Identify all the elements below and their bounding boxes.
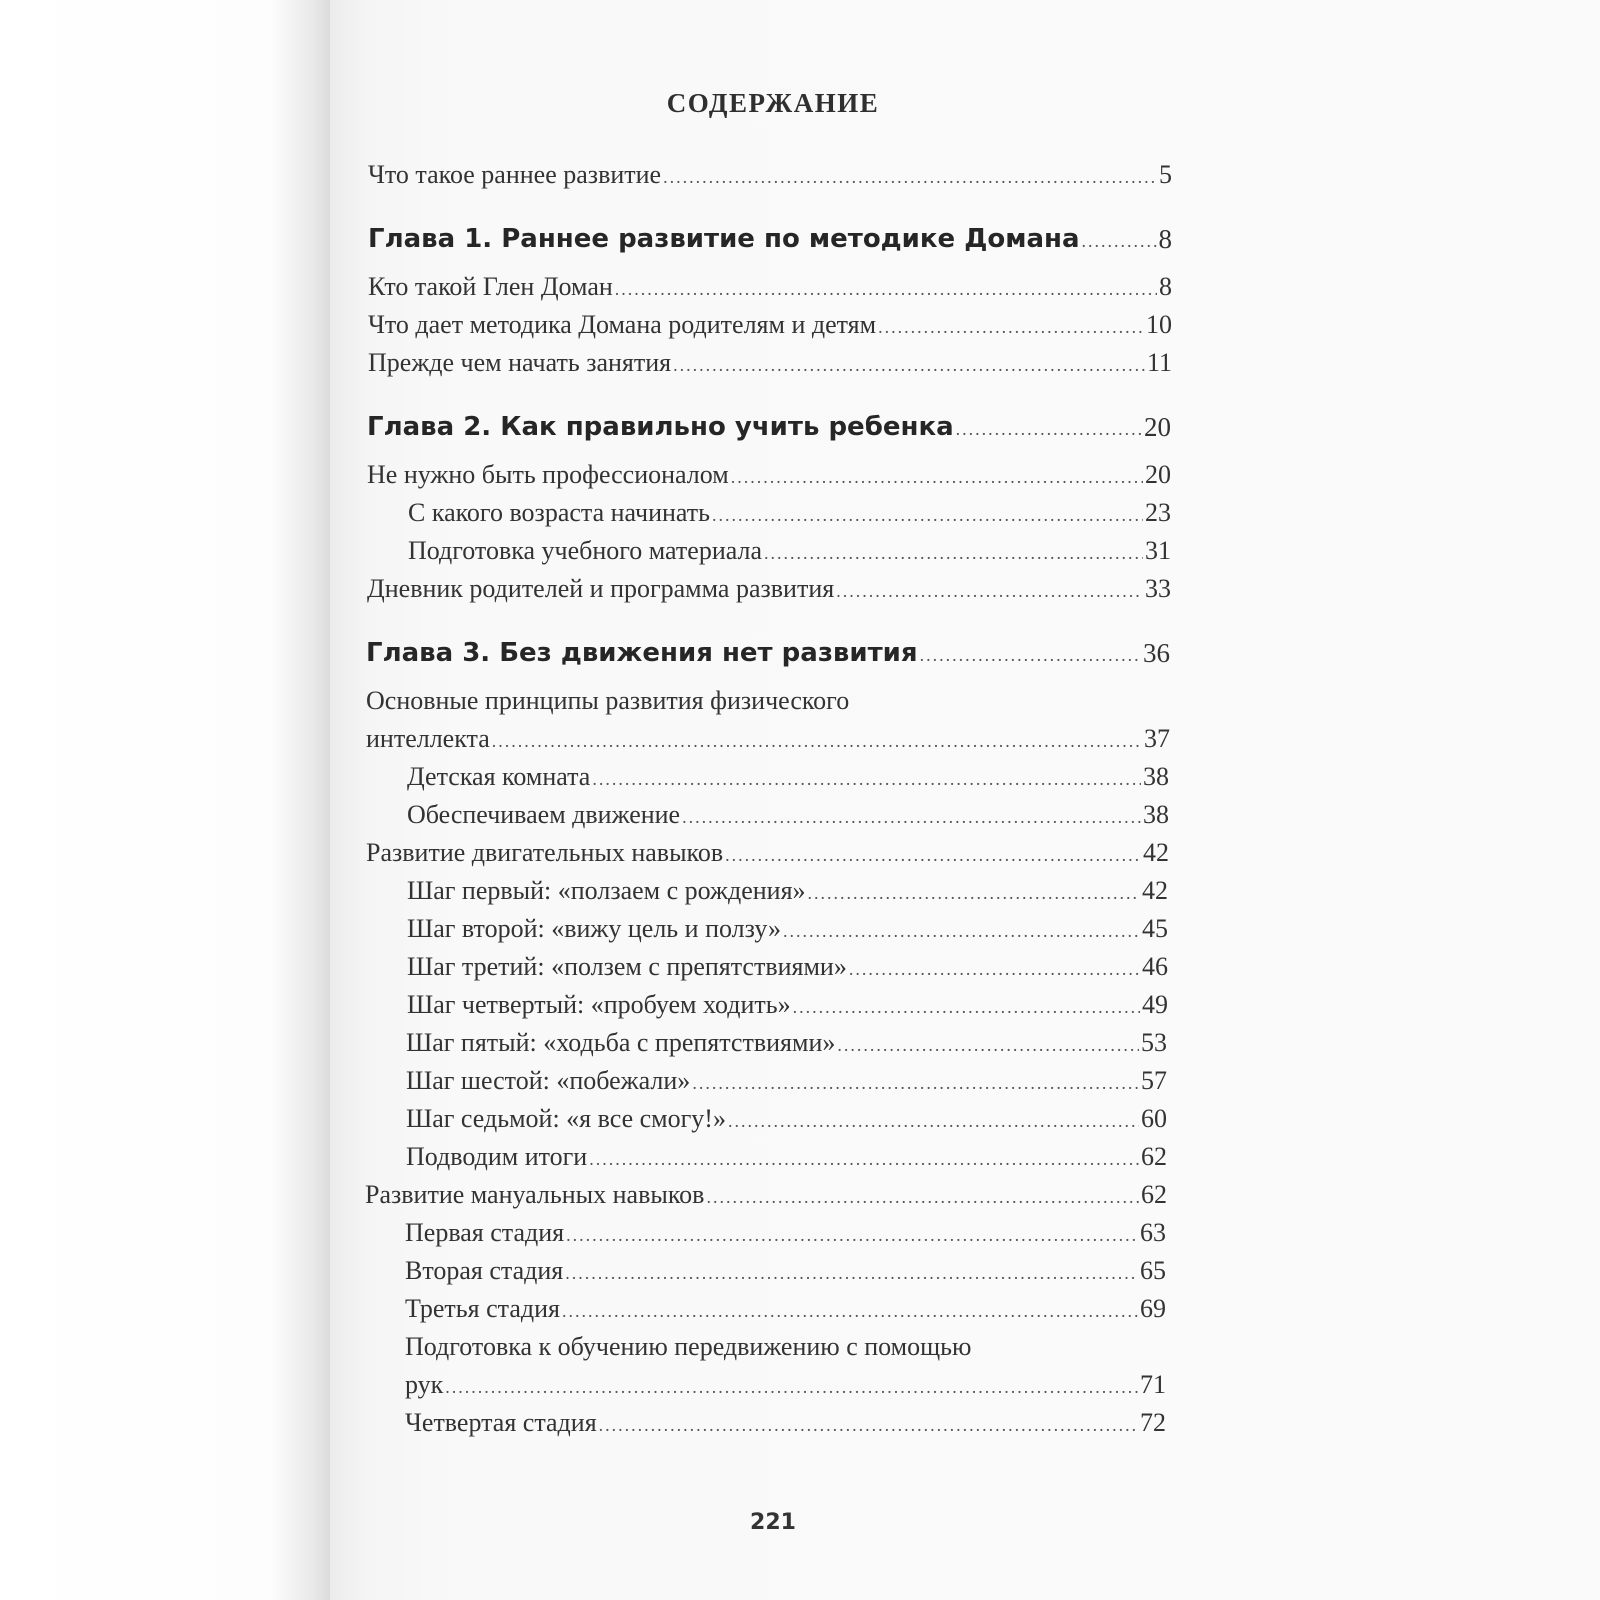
toc-entry-text: Шаг третий: «ползем с препятствиями» bbox=[407, 952, 847, 981]
toc-entry-page: 33 bbox=[1145, 574, 1171, 603]
toc-entry bbox=[367, 572, 1171, 606]
toc-entry-page: 20 bbox=[1145, 460, 1171, 489]
toc-entry-text: Кто такой Глен Доман bbox=[368, 272, 613, 301]
toc-entry bbox=[368, 158, 1172, 192]
toc-leader-dots bbox=[808, 878, 1140, 908]
toc-leader-dots bbox=[589, 1144, 1139, 1174]
toc-leader-dots bbox=[682, 802, 1141, 832]
toc-subentry bbox=[405, 1406, 1166, 1440]
toc-chapter-entry bbox=[367, 410, 1171, 444]
toc-leader-dots bbox=[878, 312, 1144, 342]
toc-entry-text: Развитие двигательных навыков bbox=[366, 838, 724, 867]
toc-leader-dots bbox=[592, 764, 1141, 794]
toc-subentry bbox=[405, 1330, 1166, 1364]
toc-leader-dots bbox=[793, 992, 1140, 1022]
toc-entry-text: Детская комната bbox=[407, 762, 591, 791]
toc-entry-text: Подготовка учебного материала bbox=[408, 536, 763, 565]
toc-entry-page: 8 bbox=[1159, 272, 1172, 301]
toc-entry-text: Шаг седьмой: «я все смогу!» bbox=[406, 1104, 726, 1133]
toc-entry-text: Шаг первый: «ползаем с рождения» bbox=[407, 876, 806, 905]
toc-entry-text: Первая стадия bbox=[405, 1218, 565, 1247]
toc-subentry-continuation bbox=[405, 1368, 1166, 1402]
toc-entry-text: Глава 2. Как правильно учить ребенка bbox=[367, 412, 954, 442]
toc-entry-page: 65 bbox=[1140, 1256, 1166, 1285]
toc-entry-page: 37 bbox=[1144, 724, 1170, 753]
toc-entry-page: 10 bbox=[1146, 310, 1172, 339]
toc-subentry bbox=[405, 1216, 1166, 1250]
toc-entry-page: 62 bbox=[1141, 1142, 1167, 1171]
toc-leader-dots bbox=[837, 1030, 1139, 1060]
toc-entry-text: Глава 3. Без движения нет развития bbox=[366, 638, 918, 668]
toc-entry-text: Шаг второй: «вижу цель и ползу» bbox=[407, 914, 781, 943]
toc-subentry bbox=[408, 496, 1171, 530]
toc-entry-page: 38 bbox=[1143, 800, 1169, 829]
toc-entry-text-continued: рук bbox=[405, 1370, 444, 1399]
toc-leader-dots bbox=[445, 1372, 1138, 1402]
toc-entry-page: 49 bbox=[1142, 990, 1168, 1019]
toc-entry-page: 36 bbox=[1143, 638, 1170, 668]
toc-entry-text: Обеспечиваем движение bbox=[407, 800, 681, 829]
toc-leader-dots bbox=[615, 274, 1157, 304]
toc-subentry bbox=[406, 1064, 1167, 1098]
toc-leader-dots bbox=[836, 576, 1143, 606]
toc-entry bbox=[368, 270, 1172, 304]
toc-leader-dots bbox=[492, 726, 1142, 756]
toc-entry-page: 11 bbox=[1146, 348, 1172, 377]
toc-chapter-entry bbox=[366, 636, 1170, 670]
toc-leader-dots bbox=[565, 1258, 1138, 1288]
toc-entry-text: Третья стадия bbox=[405, 1294, 560, 1323]
toc-entry-page: 31 bbox=[1145, 536, 1171, 565]
toc-entry-page: 45 bbox=[1142, 914, 1168, 943]
toc-entry-text: Не нужно быть профессионалом bbox=[367, 460, 729, 489]
toc-entry bbox=[366, 836, 1169, 870]
toc-entry-page: 23 bbox=[1145, 498, 1171, 527]
toc-entry-text-continued: интеллекта bbox=[366, 724, 490, 753]
toc-entry-text: Что такое раннее развитие bbox=[368, 160, 662, 189]
toc-subentry bbox=[408, 534, 1171, 568]
toc-entry-text: Прежде чем начать занятия bbox=[368, 348, 672, 377]
toc-leader-dots bbox=[920, 640, 1141, 670]
toc-entry-page: 20 bbox=[1144, 412, 1171, 442]
toc-entry-page: 53 bbox=[1141, 1028, 1167, 1057]
toc-entry-page: 63 bbox=[1140, 1218, 1166, 1247]
toc-leader-dots bbox=[764, 538, 1143, 568]
toc-leader-dots bbox=[725, 840, 1141, 870]
toc-subentry bbox=[407, 760, 1169, 794]
toc-entry-page: 46 bbox=[1142, 952, 1168, 981]
toc-leader-dots bbox=[706, 1182, 1139, 1212]
toc-subentry bbox=[405, 1292, 1166, 1326]
toc-subentry bbox=[407, 912, 1168, 946]
toc-entry-text: Глава 1. Раннее развитие по методике Домана bbox=[368, 224, 1080, 254]
toc-leader-dots bbox=[849, 954, 1140, 984]
toc-entry bbox=[365, 1178, 1167, 1212]
toc-entry-page: 57 bbox=[1141, 1066, 1167, 1095]
toc-entry-text: Шаг четвертый: «пробуем ходить» bbox=[407, 990, 791, 1019]
toc-entry-text: Подводим итоги bbox=[406, 1142, 588, 1171]
toc-entry-page: 62 bbox=[1141, 1180, 1167, 1209]
toc-entry-page: 5 bbox=[1159, 160, 1172, 189]
toc-chapter-entry bbox=[368, 222, 1172, 256]
toc-subentry bbox=[406, 1102, 1167, 1136]
page-number: 221 bbox=[750, 1510, 796, 1535]
toc-entry-text: Основные принципы развития физического bbox=[366, 686, 850, 715]
toc-entry-text: Вторая стадия bbox=[405, 1256, 564, 1285]
toc-entry-page: 42 bbox=[1143, 838, 1169, 867]
toc-leader-dots bbox=[663, 162, 1157, 192]
toc-entry-page: 42 bbox=[1142, 876, 1168, 905]
toc-leader-dots bbox=[692, 1068, 1139, 1098]
toc-entry-continuation bbox=[366, 722, 1170, 756]
toc-leader-dots bbox=[566, 1220, 1138, 1250]
toc-entry bbox=[368, 308, 1172, 342]
toc-leader-dots bbox=[599, 1410, 1138, 1440]
toc-subentry bbox=[405, 1254, 1166, 1288]
toc-entry-page: 8 bbox=[1158, 224, 1172, 254]
toc-entry-text: Шаг шестой: «побежали» bbox=[406, 1066, 691, 1095]
toc-subentry bbox=[406, 1140, 1167, 1174]
toc-leader-dots bbox=[783, 916, 1140, 946]
toc-entry bbox=[367, 458, 1171, 492]
toc-title: СОДЕРЖАНИЕ bbox=[666, 88, 880, 118]
toc-entry-page: 60 bbox=[1141, 1104, 1167, 1133]
toc-leader-dots bbox=[1082, 226, 1157, 256]
toc-entry-text: Дневник родителей и программа развития bbox=[367, 574, 835, 603]
toc-leader-dots bbox=[956, 414, 1142, 444]
toc-subentry bbox=[406, 1026, 1167, 1060]
toc-entry-page: 71 bbox=[1140, 1370, 1166, 1399]
toc-leader-dots bbox=[731, 462, 1143, 492]
toc-subentry bbox=[407, 798, 1169, 832]
toc-entry bbox=[368, 346, 1172, 380]
toc-entry-page: 38 bbox=[1143, 762, 1169, 791]
toc-entry bbox=[366, 684, 1170, 718]
toc-entry-page: 69 bbox=[1140, 1294, 1166, 1323]
toc-leader-dots bbox=[712, 500, 1143, 530]
toc-subentry bbox=[407, 988, 1168, 1022]
toc-entry-page: 72 bbox=[1140, 1408, 1166, 1437]
toc-entry-text: Развитие мануальных навыков bbox=[365, 1180, 705, 1209]
toc-leader-dots bbox=[673, 350, 1145, 380]
toc-entry-text: Шаг пятый: «ходьба с препятствиями» bbox=[406, 1028, 836, 1057]
toc-entry-text: Подготовка к обучению передвижению с помощью bbox=[405, 1332, 972, 1361]
toc-entry-text: Что дает методика Домана родителям и детям bbox=[368, 310, 877, 339]
toc-entry-text: С какого возраста начинать bbox=[408, 498, 711, 527]
toc-subentry bbox=[407, 950, 1168, 984]
toc-entry-text: Четвертая стадия bbox=[405, 1408, 597, 1437]
toc-subentry bbox=[407, 874, 1168, 908]
toc-leader-dots bbox=[562, 1296, 1138, 1326]
toc-leader-dots bbox=[728, 1106, 1139, 1136]
